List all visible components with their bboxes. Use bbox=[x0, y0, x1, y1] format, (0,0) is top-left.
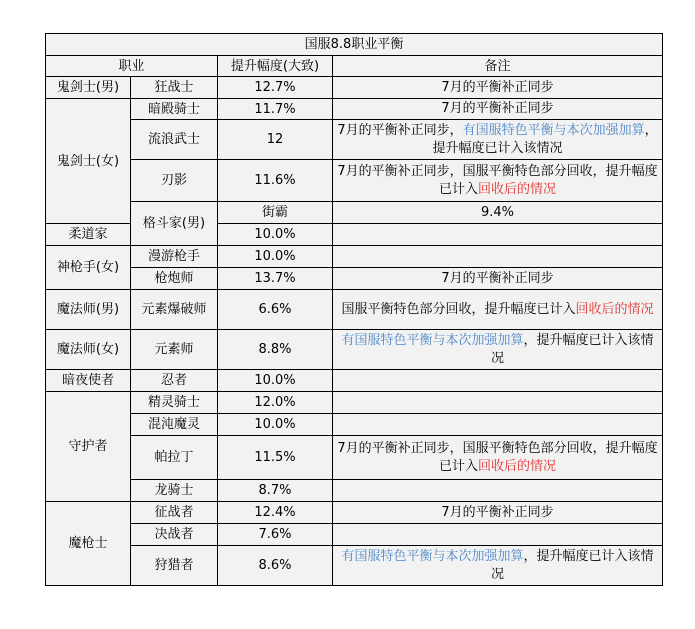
subclass: 精灵骑士 bbox=[131, 392, 218, 414]
subclass: 混沌魔灵 bbox=[131, 414, 218, 436]
note-highlight-red: 回收后的情况 bbox=[478, 181, 557, 197]
class-group: 守护者 bbox=[46, 392, 131, 502]
class-group: 神枪手(女) bbox=[46, 246, 131, 290]
table-title: 国服8.8职业平衡 bbox=[46, 34, 663, 56]
note-highlight-blue: 有国服特色平衡与本次加强加算 bbox=[341, 332, 524, 348]
table-row bbox=[46, 246, 663, 268]
increase-value: 12 bbox=[218, 120, 333, 160]
increase-value: 10.0% bbox=[218, 370, 333, 392]
increase-value: 12.7% bbox=[218, 77, 333, 99]
table-row bbox=[46, 392, 663, 414]
subclass: 柔道家 bbox=[46, 224, 131, 246]
note bbox=[333, 524, 663, 546]
table-row bbox=[46, 480, 663, 502]
class-group: 魔法师(男) bbox=[46, 290, 131, 330]
subclass: 决战者 bbox=[131, 524, 218, 546]
note-highlight-blue: 有国服特色平衡与本次加强加算 bbox=[462, 122, 645, 138]
note: 7月的平衡补正同步，国服平衡特色部分回收，提升幅度已计入回收后的情况 bbox=[333, 160, 663, 202]
increase-value: 12.4% bbox=[218, 502, 333, 524]
class-group: 鬼剑士(男) bbox=[46, 77, 131, 99]
table-row bbox=[46, 77, 663, 99]
increase-value: 8.8% bbox=[218, 330, 333, 370]
table-row bbox=[46, 546, 663, 586]
increase-value: 8.6% bbox=[218, 546, 333, 586]
header-increase: 提升幅度(大致) bbox=[218, 56, 333, 77]
header-notes: 备注 bbox=[333, 56, 663, 77]
subclass: 狂战士 bbox=[131, 77, 218, 99]
subclass: 帕拉丁 bbox=[131, 436, 218, 480]
note: 7月的平衡补正同步，有国服特色平衡与本次加强加算，提升幅度已计入该情况 bbox=[333, 120, 663, 160]
note-highlight-blue: 有国服特色平衡与本次加强加算 bbox=[341, 548, 524, 564]
class-group: 魔枪士 bbox=[46, 502, 131, 586]
table-row bbox=[46, 160, 663, 202]
increase-value: 11.5% bbox=[218, 436, 333, 480]
subclass: 刃影 bbox=[131, 160, 218, 202]
table-row bbox=[46, 202, 663, 224]
note: 7月的平衡补正同步，国服平衡特色部分回收，提升幅度已计入回收后的情况 bbox=[333, 436, 663, 480]
subclass: 龙骑士 bbox=[131, 480, 218, 502]
subclass: 忍者 bbox=[131, 370, 218, 392]
increase-value: 10.0% bbox=[218, 224, 333, 246]
subclass: 征战者 bbox=[131, 502, 218, 524]
note bbox=[333, 370, 663, 392]
increase-value: 7.6% bbox=[218, 524, 333, 546]
increase-value: 11.6% bbox=[218, 160, 333, 202]
note: 7月的平衡补正同步 bbox=[333, 77, 663, 99]
note-highlight-red: 回收后的情况 bbox=[575, 301, 654, 317]
table-row bbox=[46, 290, 663, 330]
class-group: 暗夜使者 bbox=[46, 370, 131, 392]
class-group: 格斗家(男) bbox=[131, 202, 218, 246]
note: 国服平衡特色部分回收，提升幅度已计入回收后的情况 bbox=[333, 290, 663, 330]
table-row bbox=[46, 502, 663, 524]
class-group: 魔法师(女) bbox=[46, 330, 131, 370]
subclass: 枪炮师 bbox=[131, 268, 218, 290]
increase-value: 8.7% bbox=[218, 480, 333, 502]
note bbox=[333, 246, 663, 268]
note: 有国服特色平衡与本次加强加算，提升幅度已计入该情况 bbox=[333, 546, 663, 586]
increase-value: 6.6% bbox=[218, 290, 333, 330]
subclass: 暗殿骑士 bbox=[131, 99, 218, 120]
table-row bbox=[46, 414, 663, 436]
note: 有国服特色平衡与本次加强加算，提升幅度已计入该情况 bbox=[333, 330, 663, 370]
table-row bbox=[46, 436, 663, 480]
increase-value: 9.4% bbox=[333, 202, 663, 224]
note: 7月的平衡补正同步 bbox=[333, 502, 663, 524]
balance-table bbox=[45, 33, 663, 586]
subclass: 元素师 bbox=[131, 330, 218, 370]
subclass: 狩猎者 bbox=[131, 546, 218, 586]
table-row bbox=[46, 99, 663, 120]
note bbox=[333, 224, 663, 246]
class-group: 鬼剑士(女) bbox=[46, 99, 131, 224]
header-class: 职业 bbox=[46, 56, 218, 77]
table-row bbox=[46, 524, 663, 546]
note bbox=[333, 414, 663, 436]
subclass: 元素爆破师 bbox=[131, 290, 218, 330]
increase-value: 10.0% bbox=[218, 246, 333, 268]
table-row bbox=[46, 370, 663, 392]
subclass: 街霸 bbox=[218, 202, 333, 224]
increase-value: 10.0% bbox=[218, 414, 333, 436]
table-row bbox=[46, 120, 663, 160]
note bbox=[333, 480, 663, 502]
increase-value: 12.0% bbox=[218, 392, 333, 414]
subclass: 漫游枪手 bbox=[131, 246, 218, 268]
note: 7月的平衡补正同步 bbox=[333, 99, 663, 120]
table-row bbox=[46, 268, 663, 290]
increase-value: 13.7% bbox=[218, 268, 333, 290]
subclass: 流浪武士 bbox=[131, 120, 218, 160]
note-highlight-red: 回收后的情况 bbox=[478, 458, 557, 474]
note: 7月的平衡补正同步 bbox=[333, 268, 663, 290]
table-row bbox=[46, 330, 663, 370]
increase-value: 11.7% bbox=[218, 99, 333, 120]
note bbox=[333, 392, 663, 414]
